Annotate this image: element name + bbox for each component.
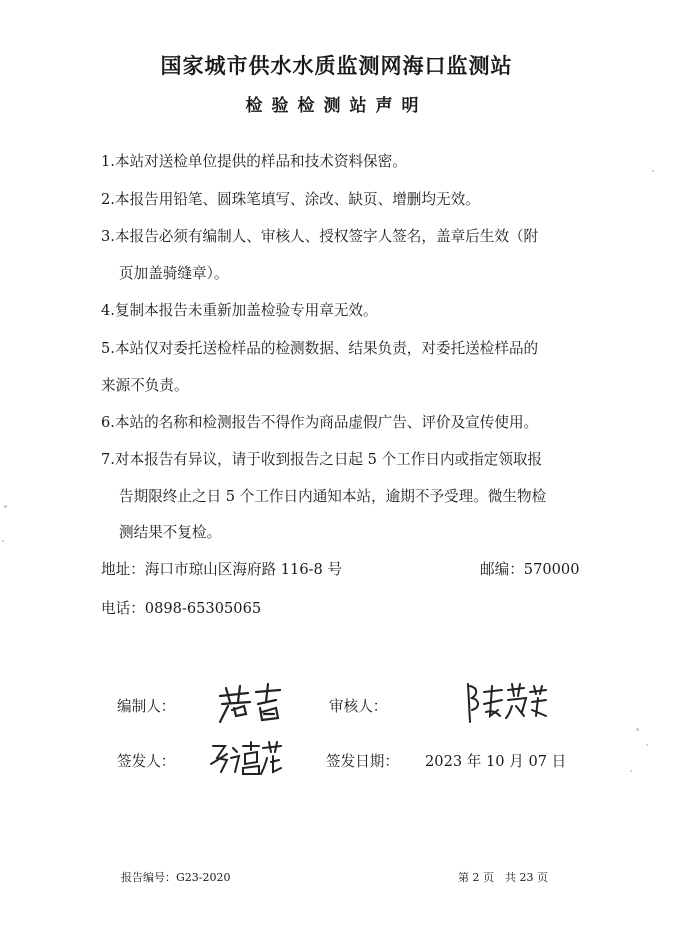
- issuer-signature: [207, 738, 285, 778]
- scan-speck: [652, 170, 654, 172]
- statement-5-continued: 来源不负责。: [101, 377, 189, 394]
- page-title: 国家城市供水水质监测网海口监测站: [160, 53, 513, 78]
- page-info: 第 2 页 共 23 页: [458, 871, 548, 884]
- statement-5: 5.本站仅对委托送检样品的检测数据、结果负责，对委托送检样品的: [101, 340, 539, 357]
- issuer-label: 签发人：: [117, 753, 176, 770]
- issue-date-label: 签发日期：: [326, 753, 399, 770]
- statement-7-continued-a: 告期限终止之日 5 个工作日内通知本站，逾期不予受理。微生物检: [119, 488, 547, 505]
- report-number: 报告编号：G23-2020: [121, 871, 231, 884]
- compiler-label: 编制人：: [117, 698, 176, 715]
- scan-speck: [636, 728, 639, 731]
- contact-phone: 电话：0898-65305065: [101, 600, 262, 617]
- statement-7: 7.对本报告有异议，请于收到报告之日起 5 个工作日内或指定领取报: [101, 451, 543, 468]
- reviewer-label: 审核人：: [329, 698, 388, 715]
- scan-speck: [630, 770, 632, 772]
- statement-6: 6.本站的名称和检测报告不得作为商品虚假广告、评价及宣传使用。: [101, 414, 539, 431]
- compiler-signature: [212, 680, 287, 725]
- statement-2: 2.本报告用铅笔、圆珠笔填写、涂改、缺页、增删均无效。: [101, 191, 480, 208]
- statement-4: 4.复制本报告未重新加盖检验专用章无效。: [101, 302, 378, 319]
- statement-3-continued: 页加盖骑缝章）。: [119, 265, 229, 282]
- scan-speck: [2, 540, 4, 542]
- scan-speck: [4, 505, 7, 508]
- page-subtitle: 检验检测站声明: [245, 96, 428, 116]
- contact-address: 地址：海口市琼山区海府路 116-8 号: [101, 561, 343, 578]
- statement-1: 1.本站对送检单位提供的样品和技术资料保密。: [101, 153, 407, 170]
- issue-date: 2023 年 10 月 07 日: [425, 753, 567, 770]
- reviewer-signature: [462, 680, 552, 725]
- statement-3: 3.本报告必须有编制人、审核人、授权签字人签名，盖章后生效（附: [101, 228, 539, 245]
- statement-7-continued-b: 测结果不复检。: [119, 524, 222, 541]
- contact-postcode: 邮编：570000: [480, 561, 580, 578]
- scan-speck: [646, 744, 648, 746]
